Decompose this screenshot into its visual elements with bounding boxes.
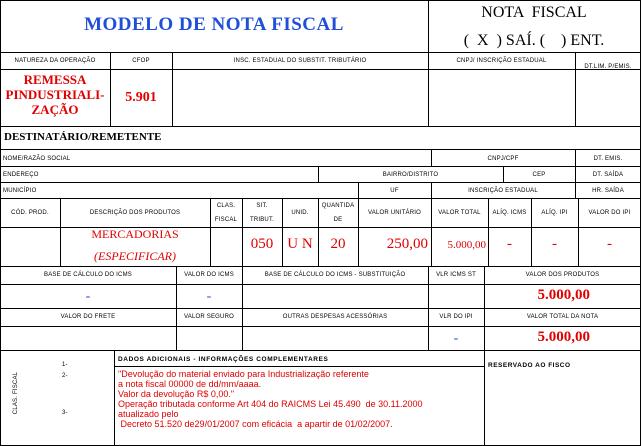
clas-fiscal-item-3: 3- [62,410,68,416]
natureza-line: PINDUSTRIALI- [5,87,105,102]
col-clas-fiscal-2: FISCAL [214,217,238,223]
col-quantidade-2: DE [333,217,343,223]
col-valor-unitario: VALOR UNITÁRIO [367,210,422,216]
natureza-line: REMESSA [23,72,87,87]
info-line: Decreto 51.520 de29/01/2007 com eficácia a apartir de 01/02/2007. [118,419,393,429]
municipio-label: MUNICÍPIO [3,188,37,194]
col-quantidade-1: QUANTIDA [321,203,355,209]
valor-produtos-label: VALOR DOS PRODUTOS [525,272,600,278]
descricao-value-1: MERCADORIAS [91,227,179,241]
col-valor-total: VALOR TOTAL [438,210,481,216]
hr-saida-label: HR. SAÍDA [592,188,624,194]
natureza-operacao-label: NATUREZA DA OPERAÇÃO [14,58,96,64]
clas-fiscal-side-label: CLAS. FISCAL [13,371,19,415]
valor-ipi-value: - [607,236,612,252]
cep-label: CEP [532,172,546,178]
col-unid: UNID. [291,210,309,216]
insc-estadual-label: INSCRIÇÃO ESTADUAL [468,188,538,194]
uf-label: UF [390,188,399,194]
clas-fiscal-item-1: 1- [62,362,68,368]
natureza-operacao-value [0,72,110,117]
dados-adicionais-text [118,369,482,429]
quantidade-value: 20 [330,236,346,252]
cnpj-cpf-label: CNPJ/CPF [487,156,519,162]
col-clas-fiscal-1: CLAS. [216,203,236,209]
col-valor-ipi: VALOR DO IPI [588,210,631,216]
natureza-line: ZAÇÃO [31,102,79,117]
valor-total-nota-value: 5.000,00 [537,329,590,345]
info-line: a nota fiscal 00000 de dd/mm/aaaa. [118,379,262,389]
reservado-fisco-label: RESERVADO AO FISCO [488,362,571,369]
valor-icms-label: VALOR DO ICMS [184,272,234,278]
col-descricao: DESCRIÇÃO DOS PRODUTOS [89,210,181,216]
saida-entrada-marker: ( X ) SAÍ. ( ) ENT. [463,32,605,49]
clas-fiscal-item-2: 2- [62,373,68,379]
nota-fiscal-label: NOTA FISCAL [481,4,587,21]
base-icms-value: - [85,289,91,304]
cfop-value: 5.901 [125,90,157,105]
col-sit-trib-1: SIT. [256,203,268,209]
dados-adicionais-title: DADOS ADICIONAIS - INFORMAÇÕES COMPLEMENTARES [118,356,329,363]
info-line: Valor da devolução R$ 0,00." [118,389,235,399]
col-sit-trib-2: TRIBUT. [249,217,275,223]
col-cod-prod: CÓD. PROD. [11,210,49,216]
valor-unitario-value: 250,00 [386,236,428,252]
valor-icms-value: - [206,289,212,304]
aliq-ipi-value: - [552,236,557,252]
vlr-icms-st-label: VLR ICMS ST [436,272,476,278]
valor-seguro-label: VALOR SEGURO [184,314,234,320]
valor-total-nota-label: VALOR TOTAL DA NOTA [526,314,599,320]
vlr-ipi-value: - [453,331,459,346]
form-title: MODELO DE NOTA FISCAL [84,14,344,35]
valor-total-value: 5.000,00 [447,239,486,251]
outras-despesas-label: OUTRAS DESPESAS ACESSÓRIAS [282,314,388,320]
vlr-ipi-label: VLR DO IPI [439,314,473,320]
valor-produtos-value: 5.000,00 [537,287,590,303]
insc-subst-label: INSC. ESTADUAL DO SUBSTIT. TRIBUTÁRIO [233,58,367,64]
nome-label: NOME/RAZÃO SOCIAL [3,156,71,162]
cnpj-insc-label: CNPJ/ INSCRIÇÃO ESTADUAL [456,58,547,64]
dt-saida-label: DT. SAÍDA [592,172,624,178]
col-aliq-ipi: ALÍQ. IPI [541,210,568,216]
cfop-label: CFOP [132,58,150,64]
bairro-label: BAIRRO/DISTRITO [382,172,439,178]
base-icms-subst-label: BASE DE CÁLCULO DO ICMS - SUBSTITUIÇÃO [264,272,406,278]
info-line: Operação tributada conforme Art 404 do RAICMS Lei 45.490 de 30.11.2000 [118,399,423,409]
col-aliq-icms: ALÍQ. ICMS [492,210,527,216]
sit-value: 050 [250,236,274,252]
dt-lim-emis-label: DT.LIM. P/EMIS. [584,64,632,70]
endereco-label: ENDEREÇO [3,172,39,178]
info-line: "Devolução do material enviado para Industrialização referente [118,369,369,379]
descricao-value-2: (ESPECIFICAR) [94,249,176,263]
unid-value: U N [287,236,313,252]
aliq-icms-value: - [507,236,512,252]
destinatario-section-title: DESTINATÁRIO/REMETENTE [4,131,162,143]
valor-frete-label: VALOR DO FRETE [60,314,116,320]
info-line: atualizado pelo [118,409,179,419]
dt-emis-label: DT. EMIS. [593,156,623,162]
base-icms-label: BASE DE CÁLCULO DO ICMS [44,272,132,278]
